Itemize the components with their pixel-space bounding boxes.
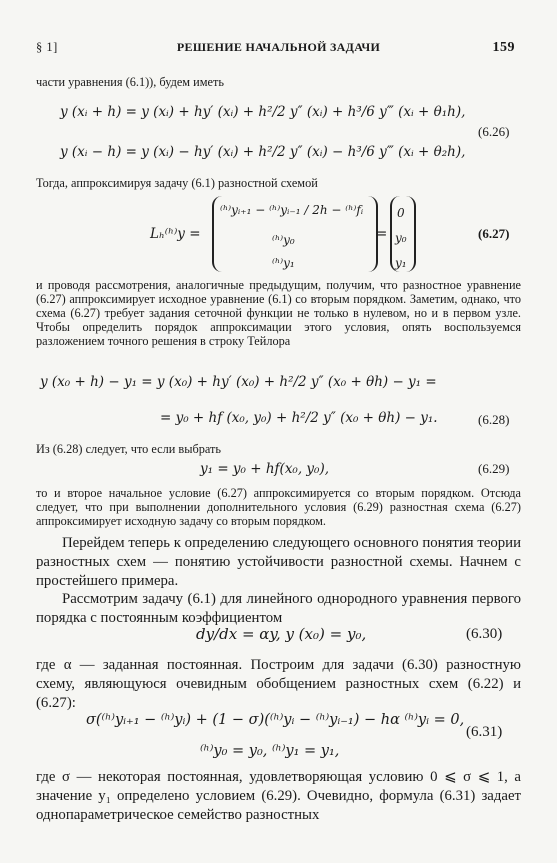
equation-number-6-30: (6.30) [466,626,503,642]
paragraph-7: Рассмотрим задачу (6.1) для линейного однородного уравнения первого порядка с постоянным коэффициентом [36,591,521,626]
equation-6-29: y₁ = y₀ + hf(x₀, y₀), [200,461,330,477]
equation-number-6-26: (6.26) [478,124,510,139]
equation-6-27-rhs-1: 0 [397,206,405,220]
paragraph-9: где σ — некоторая постоянная, удовлетворяющая условию 0 ⩽ σ ⩽ 1, а значение y₁ определено условием (6.29). Очевидно, формула (6.31) задает однопараметрическое семейство разностных [36,769,521,823]
equation-6-27-rhs-3: y₁ [395,256,407,270]
equation-6-26-line-2: y (xᵢ − h) = y (xᵢ) − hy′ (xᵢ) + h²/2 y″ (xᵢ) − h³/6 y‴ (xᵢ + θ₂h), [60,144,466,160]
paragraph-8: где α — заданная постоянная. Построим для задачи (6.30) разностную схему, являющуюся очевидным обобщением разностных схем (6.22) и (6.27): [36,657,521,711]
paragraph-1: части уравнения (6.1)), будем иметь [36,75,224,89]
equation-number-6-31: (6.31) [466,724,503,740]
equation-6-27-rhs-2: y₀ [395,231,407,245]
equation-6-27-lhs: Lₕ⁽ʰ⁾y = [150,226,201,242]
paragraph-2: Тогда, аппроксимируя задачу (6.1) разностной схемой [36,176,318,190]
equation-6-27-row-1: ⁽ʰ⁾yᵢ₊₁ − ⁽ʰ⁾yᵢ₋₁ / 2h − ⁽ʰ⁾fᵢ [220,203,364,217]
equation-6-26-line-1: y (xᵢ + h) = y (xᵢ) + hy′ (xᵢ) + h²/2 y″ (xᵢ) + h³/6 y‴ (xᵢ + θ₁h), [60,104,466,120]
section-marker: § 1] [36,40,58,54]
equation-number-6-29: (6.29) [478,461,510,476]
equation-6-30: dy/dx = αy, y (x₀) = y₀, [196,625,367,643]
equals-sign: = [376,226,388,242]
equation-6-31-line-1: σ(⁽ʰ⁾yᵢ₊₁ − ⁽ʰ⁾yᵢ) + (1 − σ)(⁽ʰ⁾yᵢ − ⁽ʰ⁾yᵢ₋₁) − hα ⁽ʰ⁾yᵢ = 0, [86,712,465,728]
equation-6-31-line-2: ⁽ʰ⁾y₀ = y₀, ⁽ʰ⁾y₁ = y₁, [200,743,340,759]
paragraph-3: и проводя рассмотрения, аналогичные предыдущим, получим, что разностное уравнение (6.27) аппроксимирует исходное уравнение (6.1) со вторым порядком. Заметим, однако, что схема (6.27) требует задания сеточной функции не только в нулевом, но и в первом узле. Чтобы определить порядок аппроксимации этого условия, опять воспользуемся разложением точного решения в строку Тейлора [36,278,521,348]
running-title: РЕШЕНИЕ НАЧАЛЬНОЙ ЗАДАЧИ [176,40,381,54]
page-number: 159 [492,40,515,55]
paragraph-5: то и второе начальное условие (6.27) аппроксимируется со вторым порядком. Отсюда следует, что при выполнении дополнительного условия (6.29) разностная схема (6.27) аппроксимирует исходную задачу со вторым порядком. [36,486,521,528]
equation-6-28-line-2: = y₀ + hf (x₀, y₀) + h²/2 y″ (x₀ + θh) − y₁. [160,410,438,426]
equation-number-6-27: (6.27) [478,226,510,241]
paragraph-4: Из (6.28) следует, что если выбрать [36,442,222,456]
paragraph-6: Перейдем теперь к определению следующего основного понятия теории разностных схем — понятию устойчивости разностной схемы. Начнем с простейшего примера. [36,535,521,589]
equation-6-27-row-2: ⁽ʰ⁾y₀ [272,233,295,247]
equation-6-27-row-3: ⁽ʰ⁾y₁ [272,256,295,270]
equation-6-28-line-1: y (x₀ + h) − y₁ = y (x₀) + hy′ (x₀) + h²/2 y″ (x₀ + θh) − y₁ = [40,374,437,390]
equation-number-6-28: (6.28) [478,412,510,427]
